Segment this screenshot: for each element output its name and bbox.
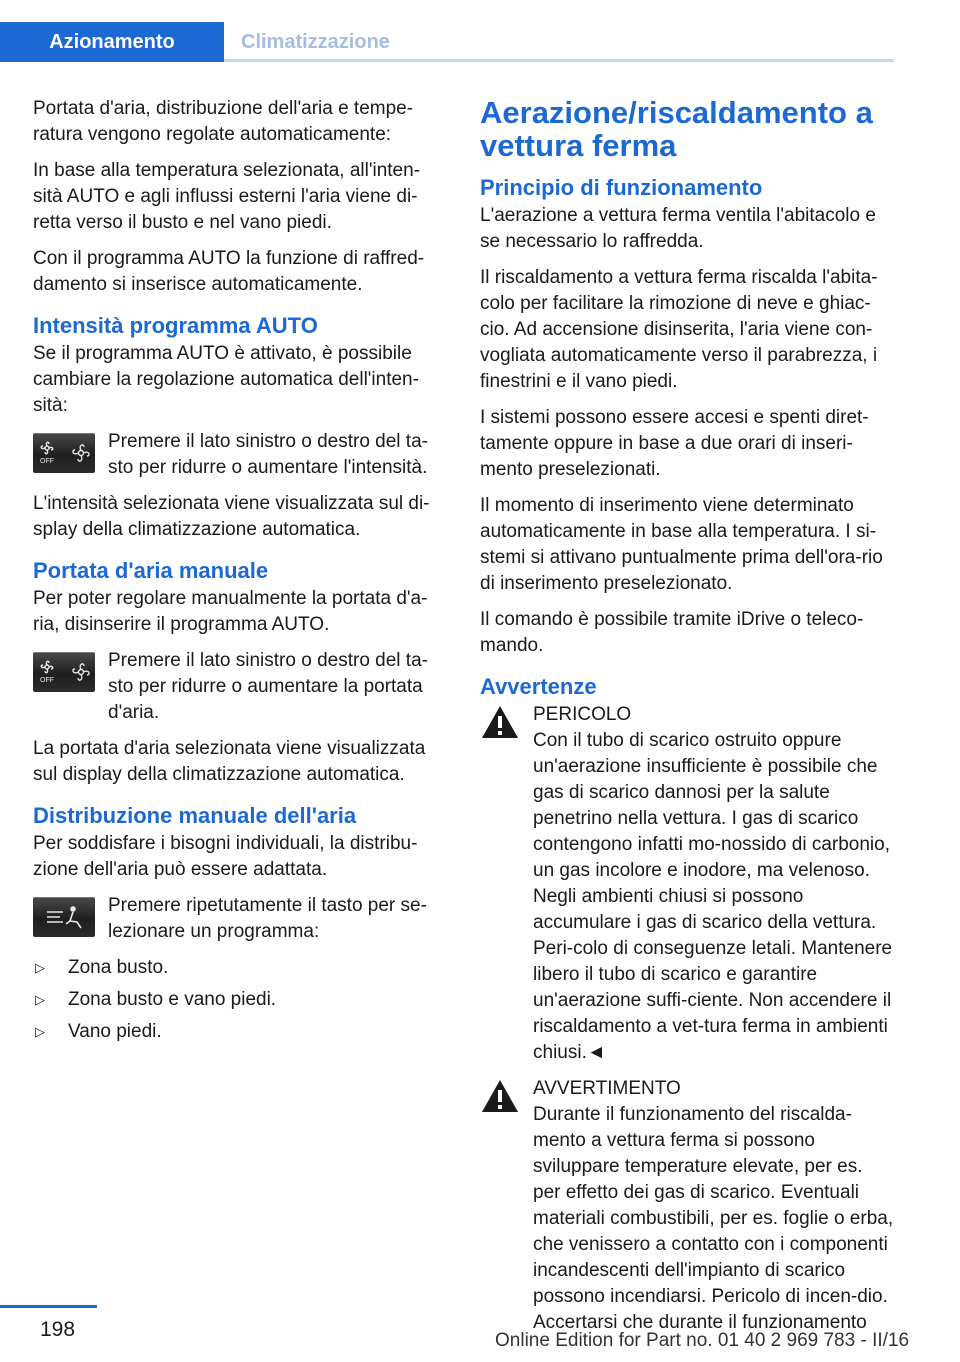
fan-button-icon xyxy=(33,433,95,473)
paragraph: Con il programma AUTO la funzione di raffred‐damento si inserisce automaticamente. xyxy=(33,248,425,295)
paragraph: Se il programma AUTO è attivato, è possibile cambiare la regolazione automatica dell'inten‐sità: xyxy=(33,343,419,416)
instruction-text: Premere il lato sinistro o destro del ta‐sto per ridurre o aumentare la portata d'aria. xyxy=(108,650,428,723)
warning-text: Durante il funzionamento del riscalda‐mento a vettura ferma si possono sviluppare temperature elevate, per es. per effetto dei gas di scarico. Eventuali materiali combustibili, per es. foglie o erba, che venissero a contatto con i componenti incandescenti dell'impianto di scarico possono incendiarsi. Pericolo di incen‐dio. Accertarsi che durante il funzionamento xyxy=(533,1104,894,1333)
heading-air-distribution: Distribuzione manuale dell'aria xyxy=(33,803,357,828)
paragraph: Il comando è possibile tramite iDrive o teleco‐mando. xyxy=(480,609,864,656)
paragraph: Il momento di inserimento viene determinato automaticamente in base alla temperatura. I si‐stemi si attivano puntualmente prima dell'ora‐rio di inserimento preselezionato. xyxy=(480,495,883,594)
warning-title: AVVERTIMENTO xyxy=(533,1078,681,1099)
warning-title: PERICOLO xyxy=(533,704,632,725)
warning-danger xyxy=(480,702,895,1066)
paragraph: Portata d'aria, distribuzione dell'aria e tempe‐ratura vengono regolate automaticamente: xyxy=(33,98,414,145)
paragraph: Per poter regolare manualmente la portata d'a‐ria, disinserire il programma AUTO. xyxy=(33,588,428,635)
instruction-row xyxy=(33,893,448,945)
svg-text:OFF: OFF xyxy=(40,677,54,684)
heading-auto-intensity: Intensità programma AUTO xyxy=(33,313,318,338)
page-number: 198 xyxy=(40,1318,76,1341)
paragraph: Per soddisfare i bisogni individuali, la distribu‐zione dell'aria può essere adattata. xyxy=(33,833,418,880)
paragraph: L'intensità selezionata viene visualizzata sul di‐splay della climatizzazione automatica. xyxy=(33,493,430,540)
instruction-text: Premere ripetutamente il tasto per se‐lezionare un programma: xyxy=(108,895,427,942)
section-tab-inactive: Climatizzazione xyxy=(224,22,894,62)
paragraph: I sistemi possono essere accesi e spenti diret‐tamente oppure in base a due orari di inseri‐mento preselezionati. xyxy=(480,407,869,480)
left-column xyxy=(33,96,448,1051)
edition-note: Online Edition for Part no. 01 40 2 969 783 - II/16 xyxy=(495,1330,910,1351)
triangle-bullet-icon: ▷ xyxy=(35,960,45,975)
section-title: Aerazione/riscaldamento a vettura ferma xyxy=(480,95,873,163)
instruction-text: Premere il lato sinistro o destro del ta‐sto per ridurre o aumentare l'intensità. xyxy=(108,431,428,478)
warning-triangle-icon xyxy=(480,704,520,740)
fan-button-icon xyxy=(33,652,95,692)
warning-caution xyxy=(480,1076,895,1336)
heading-warnings: Avvertenze xyxy=(480,674,597,699)
heading-principle: Principio di funzionamento xyxy=(480,175,763,200)
list-item: ▷ Zona busto. xyxy=(33,955,448,981)
footer-rule xyxy=(0,1305,97,1308)
instruction-row xyxy=(33,429,448,481)
paragraph: L'aerazione a vettura ferma ventila l'abitacolo e se necessario lo raffredda. xyxy=(480,205,876,252)
triangle-bullet-icon: ▷ xyxy=(35,1024,45,1039)
page-header xyxy=(0,0,960,62)
program-list xyxy=(33,955,448,1045)
right-column xyxy=(480,96,895,1336)
paragraph: In base alla temperatura selezionata, all'inten‐sità AUTO e agli influssi esterni l'aria viene di‐retta verso il busto e nel vano piedi. xyxy=(33,160,421,233)
air-distribution-button-icon xyxy=(33,897,95,937)
warning-text-lead: Con il tubo di scarico ostruito oppure un'aerazione insufficiente è possibile che gas di scarico dannosi per la salute penetrino nella vettura. I gas di scarico contengono infatti mo‐nossido di carbonio, un gas incolore e inodore, ma velenoso. Negli ambienti chiusi si possono accumulare i gas di scarico della vettura. Peri‐colo di conseguenze letali. Mantenere libero il tubo di scarico e garantire un'aerazione suffi‐ciente. Non accendere il riscaldamento a vet‐tura ferma in ambienti chiusi.◄ xyxy=(533,730,893,1063)
list-item: ▷ Vano piedi. xyxy=(33,1019,448,1045)
section-tab-active: Azionamento xyxy=(0,22,224,62)
heading-manual-airflow: Portata d'aria manuale xyxy=(33,558,269,583)
header-rule xyxy=(224,59,894,62)
instruction-row xyxy=(33,648,448,726)
triangle-bullet-icon: ▷ xyxy=(35,992,45,1007)
list-item: ▷ Zona busto e vano piedi. xyxy=(33,987,448,1013)
paragraph: La portata d'aria selezionata viene visualizzata sul display della climatizzazione automatica. xyxy=(33,738,426,785)
paragraph: Il riscaldamento a vettura ferma riscalda l'abita‐colo per facilitare la rimozione di neve e ghiac‐cio. Ad accensione disinserita, l'aria viene con‐vogliata automaticamente verso il parabrezza, i finestrini e il vano piedi. xyxy=(480,267,878,392)
warning-triangle-icon xyxy=(480,1078,520,1114)
svg-text:OFF: OFF xyxy=(40,458,54,465)
